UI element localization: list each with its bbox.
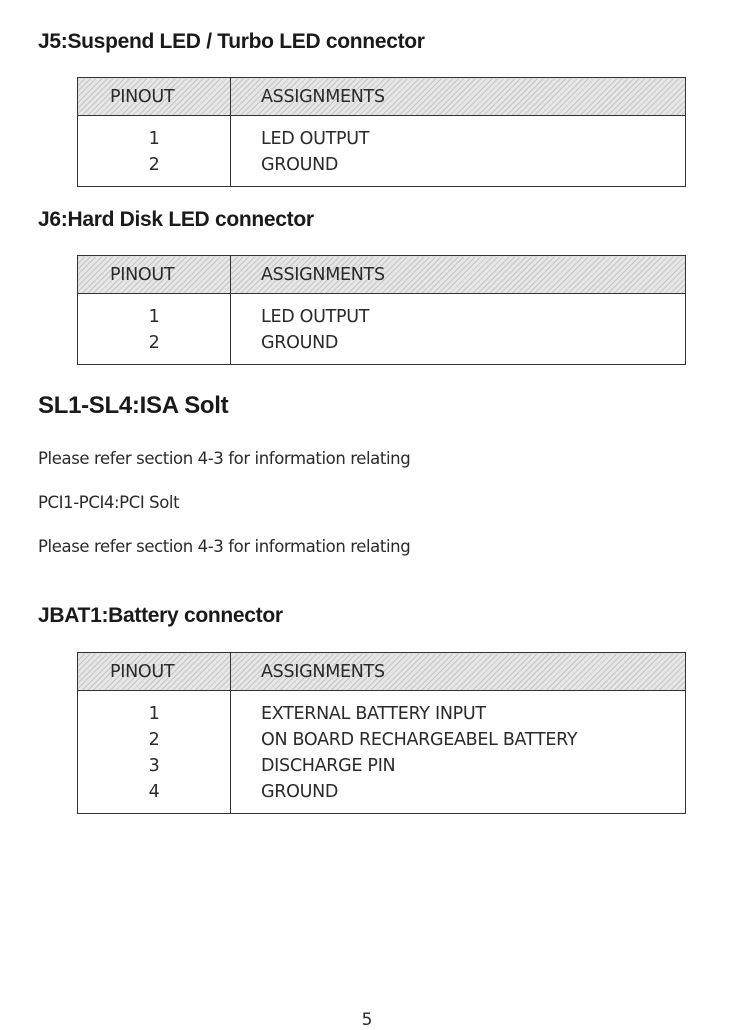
pin-assignment: ON BOARD RECHARGEABEL BATTERY [261, 730, 578, 750]
j6-pinout-table [77, 255, 686, 365]
j5-heading: J5:Suspend LED / Turbo LED connector [38, 30, 425, 53]
pin-assignment: GROUND [261, 333, 339, 353]
table-row [78, 691, 686, 728]
assignments-header: ASSIGNMENTS [231, 256, 686, 294]
pin-assignment: LED OUTPUT [261, 307, 370, 327]
pin-number: 1 [78, 294, 231, 331]
pci-slot-heading: PCI1-PCI4:PCI Solt [38, 493, 180, 512]
jbat1-heading: JBAT1:Battery connector [38, 604, 283, 627]
page-number: 5 [361, 1010, 373, 1030]
table-row [78, 330, 686, 365]
table-header-row [78, 653, 686, 691]
pin-assignment: GROUND [261, 782, 339, 802]
table-header-row [78, 78, 686, 116]
pin-assignment: GROUND [261, 155, 339, 175]
pin-number: 2 [78, 152, 231, 187]
isa-slot-heading: SL1-SL4:ISA Solt [38, 392, 229, 419]
pci-slot-note: Please refer section 4-3 for information relating [38, 537, 411, 556]
pin-assignment: EXTERNAL BATTERY INPUT [261, 704, 486, 724]
pin-number: 2 [78, 330, 231, 365]
table-header-row [78, 256, 686, 294]
table-row [78, 294, 686, 331]
pin-number: 2 [78, 727, 231, 753]
table-row [78, 727, 686, 753]
table-row [78, 779, 686, 814]
pinout-header: PINOUT [78, 78, 231, 116]
j6-heading: J6:Hard Disk LED connector [38, 208, 314, 231]
j5-pinout-table [77, 77, 686, 187]
pin-number: 4 [78, 779, 231, 814]
pin-assignment: LED OUTPUT [261, 129, 370, 149]
pin-number: 1 [78, 116, 231, 153]
pinout-header: PINOUT [78, 256, 231, 294]
table-row [78, 116, 686, 153]
assignments-header: ASSIGNMENTS [231, 653, 686, 691]
pinout-header: PINOUT [78, 653, 231, 691]
pin-assignment: DISCHARGE PIN [261, 756, 396, 776]
pin-number: 1 [78, 691, 231, 728]
jbat1-pinout-table [77, 652, 686, 814]
table-row [78, 753, 686, 779]
table-row [78, 152, 686, 187]
isa-slot-note: Please refer section 4-3 for information relating [38, 449, 411, 468]
pin-number: 3 [78, 753, 231, 779]
assignments-header: ASSIGNMENTS [231, 78, 686, 116]
